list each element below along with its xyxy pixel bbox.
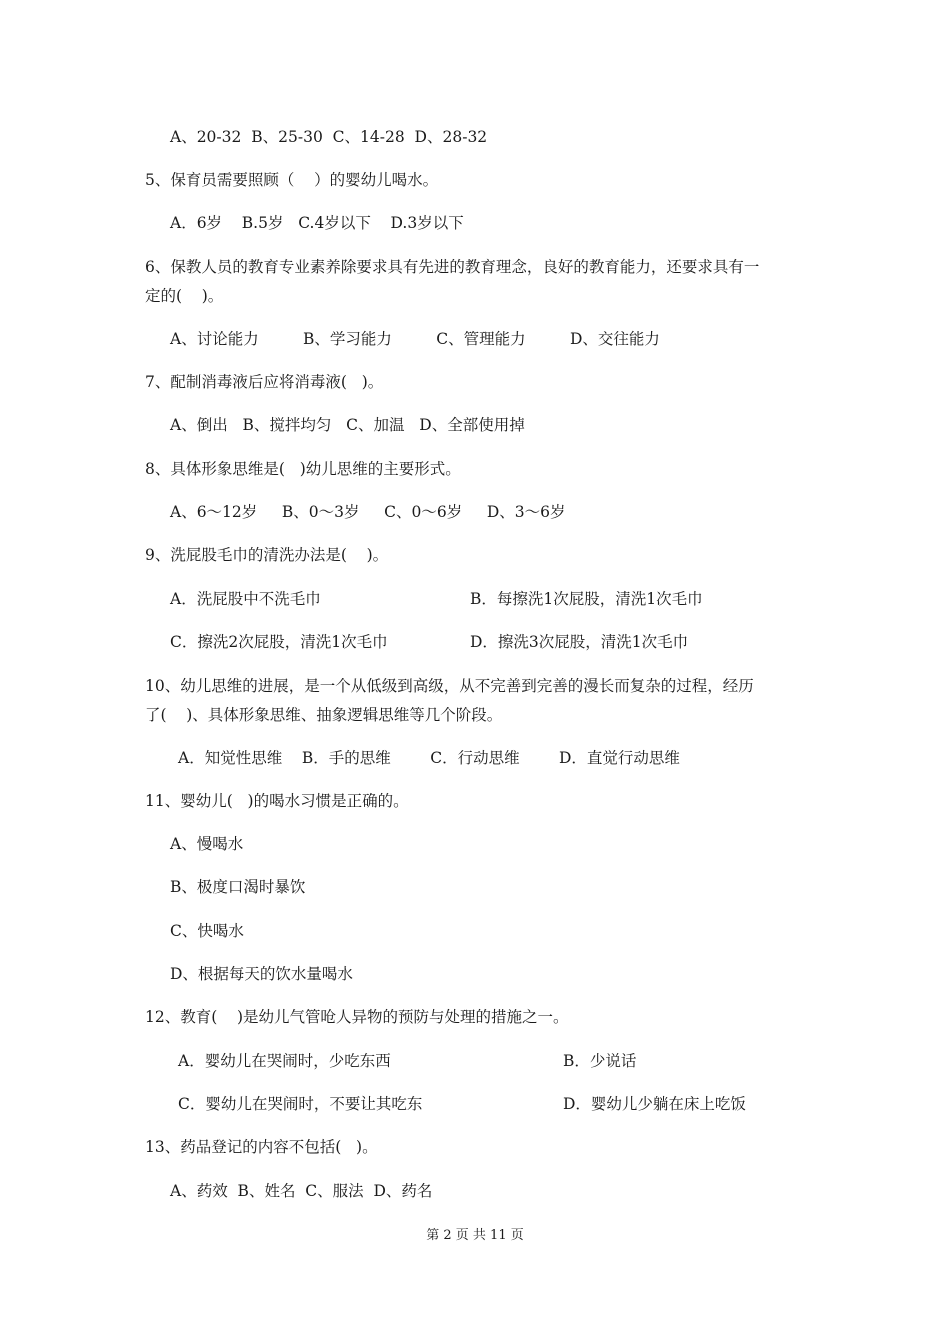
q12-option-c: C．婴幼儿在哭闹时，不要让其吃东 (178, 1095, 423, 1113)
q12-option-b: B．少说话 (563, 1052, 637, 1070)
q8-options: A、6～12岁 B、0～3岁 C、0～6岁 D、3～6岁 (170, 503, 566, 521)
q4-options: A、20-32 B、25-30 C、14-28 D、28-32 (170, 128, 488, 146)
page-footer: 第 2 页 共 11 页 (426, 1228, 524, 1243)
q9-option-b: B．每擦洗1次屁股，清洗1次毛巾 (470, 590, 703, 608)
q9-option-d: D．擦洗3次屁股，清洗1次毛巾 (470, 633, 689, 651)
question-7: 7、配制消毒液后应将消毒液( )。 (145, 373, 384, 391)
question-9: 9、洗屁股毛巾的清洗办法是( )。 (145, 546, 389, 564)
question-11: 11、婴幼儿( )的喝水习惯是正确的。 (145, 792, 409, 810)
q5-options: A．6岁 B.5岁 C.4岁以下 D.3岁以下 (170, 214, 464, 232)
question-10-line-2: 了( )、具体形象思维、抽象逻辑思维等几个阶段。 (145, 706, 503, 724)
q12-option-d: D．婴幼儿少躺在床上吃饭 (563, 1095, 746, 1113)
q6-options: A、讨论能力 B、学习能力 C、管理能力 D、交往能力 (170, 330, 660, 348)
question-10-line-1: 10、幼儿思维的进展，是一个从低级到高级，从不完善到完善的漫长而复杂的过程，经历 (145, 677, 754, 695)
q7-options: A、倒出 B、搅拌均匀 C、加温 D、全部使用掉 (170, 416, 525, 434)
question-6-line-2: 定的( )。 (145, 287, 224, 305)
q11-option-c: C、快喝水 (170, 922, 244, 940)
q11-option-b: B、极度口渴时暴饮 (170, 878, 306, 896)
q11-option-d: D、根据每天的饮水量喝水 (170, 965, 353, 983)
question-5: 5、保育员需要照顾（ ）的婴幼儿喝水。 (145, 171, 439, 189)
q10-options: A．知觉性思维 B．手的思维 C．行动思维 D．直觉行动思维 (178, 749, 680, 767)
q13-options: A、药效 B、姓名 C、服法 D、药名 (170, 1182, 433, 1200)
question-12: 12、教育( )是幼儿气管呛人异物的预防与处理的措施之一。 (145, 1008, 569, 1026)
q9-option-c: C．擦洗2次屁股，清洗1次毛巾 (170, 633, 388, 651)
question-13: 13、药品登记的内容不包括( )。 (145, 1138, 378, 1156)
question-6-line-1: 6、保教人员的教育专业素养除要求具有先进的教育理念，良好的教育能力，还要求具有一 (145, 258, 760, 276)
question-8: 8、具体形象思维是( )幼儿思维的主要形式。 (145, 460, 461, 478)
q9-option-a: A．洗屁股中不洗毛巾 (170, 590, 321, 608)
q11-option-a: A、慢喝水 (170, 835, 244, 853)
q12-option-a: A．婴幼儿在哭闹时，少吃东西 (178, 1052, 391, 1070)
